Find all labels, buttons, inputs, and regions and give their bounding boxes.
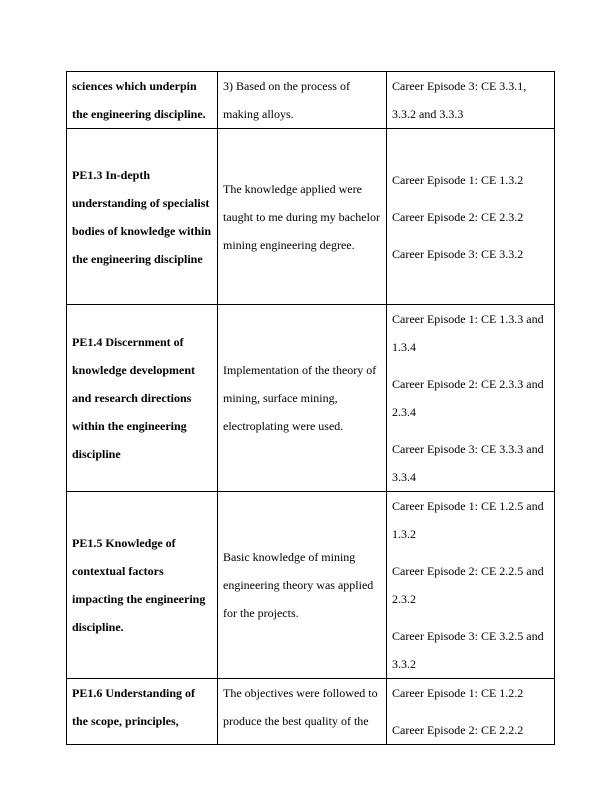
- cell-line: 3.3.2: [392, 657, 416, 671]
- cell-line: The knowledge applied were: [223, 181, 362, 196]
- description-cell: [218, 72, 387, 129]
- description-cell: [218, 679, 387, 745]
- cell-line: mining engineering degree.: [223, 237, 355, 252]
- table-row: [67, 129, 555, 305]
- cell-line: Career Episode 2: CE 2.2.2: [392, 723, 524, 737]
- cell-line: Career Episode 2: CE 2.3.2: [392, 209, 524, 224]
- cell-line: mining, surface mining,: [223, 391, 338, 405]
- cell-line: Career Episode 2: CE 2.3.3 and: [392, 377, 544, 391]
- cell-line: electroplating were used.: [223, 419, 344, 433]
- cell-line: Implementation of the theory of: [223, 363, 377, 377]
- cell-line: PE1.6 Understanding of: [72, 686, 196, 700]
- cell-line: 3) Based on the process of: [223, 79, 350, 93]
- cell-line: contextual factors: [72, 564, 164, 578]
- competency-cell: [67, 492, 218, 679]
- cell-line: knowledge development: [72, 363, 195, 377]
- reference-cell: [387, 305, 555, 492]
- cell-line: 1.3.4: [392, 340, 416, 354]
- cell-line: bodies of knowledge within: [72, 223, 212, 238]
- cell-line: Career Episode 1: CE 1.3.2: [392, 172, 524, 187]
- cell-line: 3.3.4: [392, 470, 416, 484]
- cell-line: 1.3.2: [392, 527, 416, 541]
- cell-line: Career Episode 3: CE 3.2.5 and: [392, 629, 544, 643]
- reference-cell: [387, 492, 555, 679]
- cell-line: 2.3.2: [392, 592, 416, 606]
- competency-cell: [67, 305, 218, 492]
- description-cell: [218, 129, 387, 305]
- description-cell: [218, 305, 387, 492]
- cell-line: within the engineering: [72, 419, 187, 433]
- cell-line: for the projects.: [223, 606, 299, 620]
- cell-line: PE1.4 Discernment of: [72, 335, 184, 349]
- cell-line: discipline.: [72, 620, 124, 634]
- cell-line: produce the best quality of the: [223, 714, 369, 728]
- cell-line: Career Episode 1: CE 1.3.3 and: [392, 312, 544, 326]
- cell-line: Career Episode 1: CE 1.2.5 and: [392, 499, 544, 513]
- reference-cell: [387, 72, 555, 129]
- table-row: [67, 305, 555, 492]
- cell-line: discipline: [72, 447, 121, 461]
- cell-line: taught to me during my bachelor: [223, 209, 380, 224]
- competency-cell: [67, 679, 218, 745]
- cell-line: and research directions: [72, 391, 192, 405]
- competency-table: [66, 71, 555, 745]
- cell-line: the scope, principles,: [72, 714, 179, 728]
- reference-cell: [387, 129, 555, 305]
- competency-cell: [67, 72, 218, 129]
- cell-line: 2.3.4: [392, 405, 416, 419]
- cell-line: PE1.5 Knowledge of: [72, 536, 176, 550]
- cell-line: The objectives were followed to: [223, 686, 378, 700]
- cell-line: Career Episode 3: CE 3.3.3 and: [392, 442, 544, 456]
- cell-line: Career Episode 2: CE 2.2.5 and: [392, 564, 544, 578]
- cell-line: the engineering discipline: [72, 251, 203, 266]
- cell-line: Career Episode 3: CE 3.3.1,: [392, 79, 527, 93]
- cell-line: 3.3.2 and 3.3.3: [392, 107, 464, 121]
- table-row: [67, 492, 555, 679]
- reference-cell: [387, 679, 555, 745]
- cell-line: the engineering discipline.: [72, 107, 206, 121]
- cell-line: understanding of specialist: [72, 195, 210, 210]
- cell-line: Basic knowledge of mining: [223, 550, 356, 564]
- competency-cell: [67, 129, 218, 305]
- table-row: [67, 679, 555, 745]
- cell-line: impacting the engineering: [72, 592, 206, 606]
- table-row: [67, 72, 555, 129]
- cell-line: engineering theory was applied: [223, 578, 374, 592]
- cell-line: PE1.3 In-depth: [72, 167, 151, 182]
- cell-line: sciences which underpin: [72, 79, 197, 93]
- cell-line: Career Episode 3: CE 3.3.2: [392, 246, 524, 261]
- description-cell: [218, 492, 387, 679]
- cell-line: making alloys.: [223, 107, 294, 121]
- cell-line: Career Episode 1: CE 1.2.2: [392, 686, 524, 700]
